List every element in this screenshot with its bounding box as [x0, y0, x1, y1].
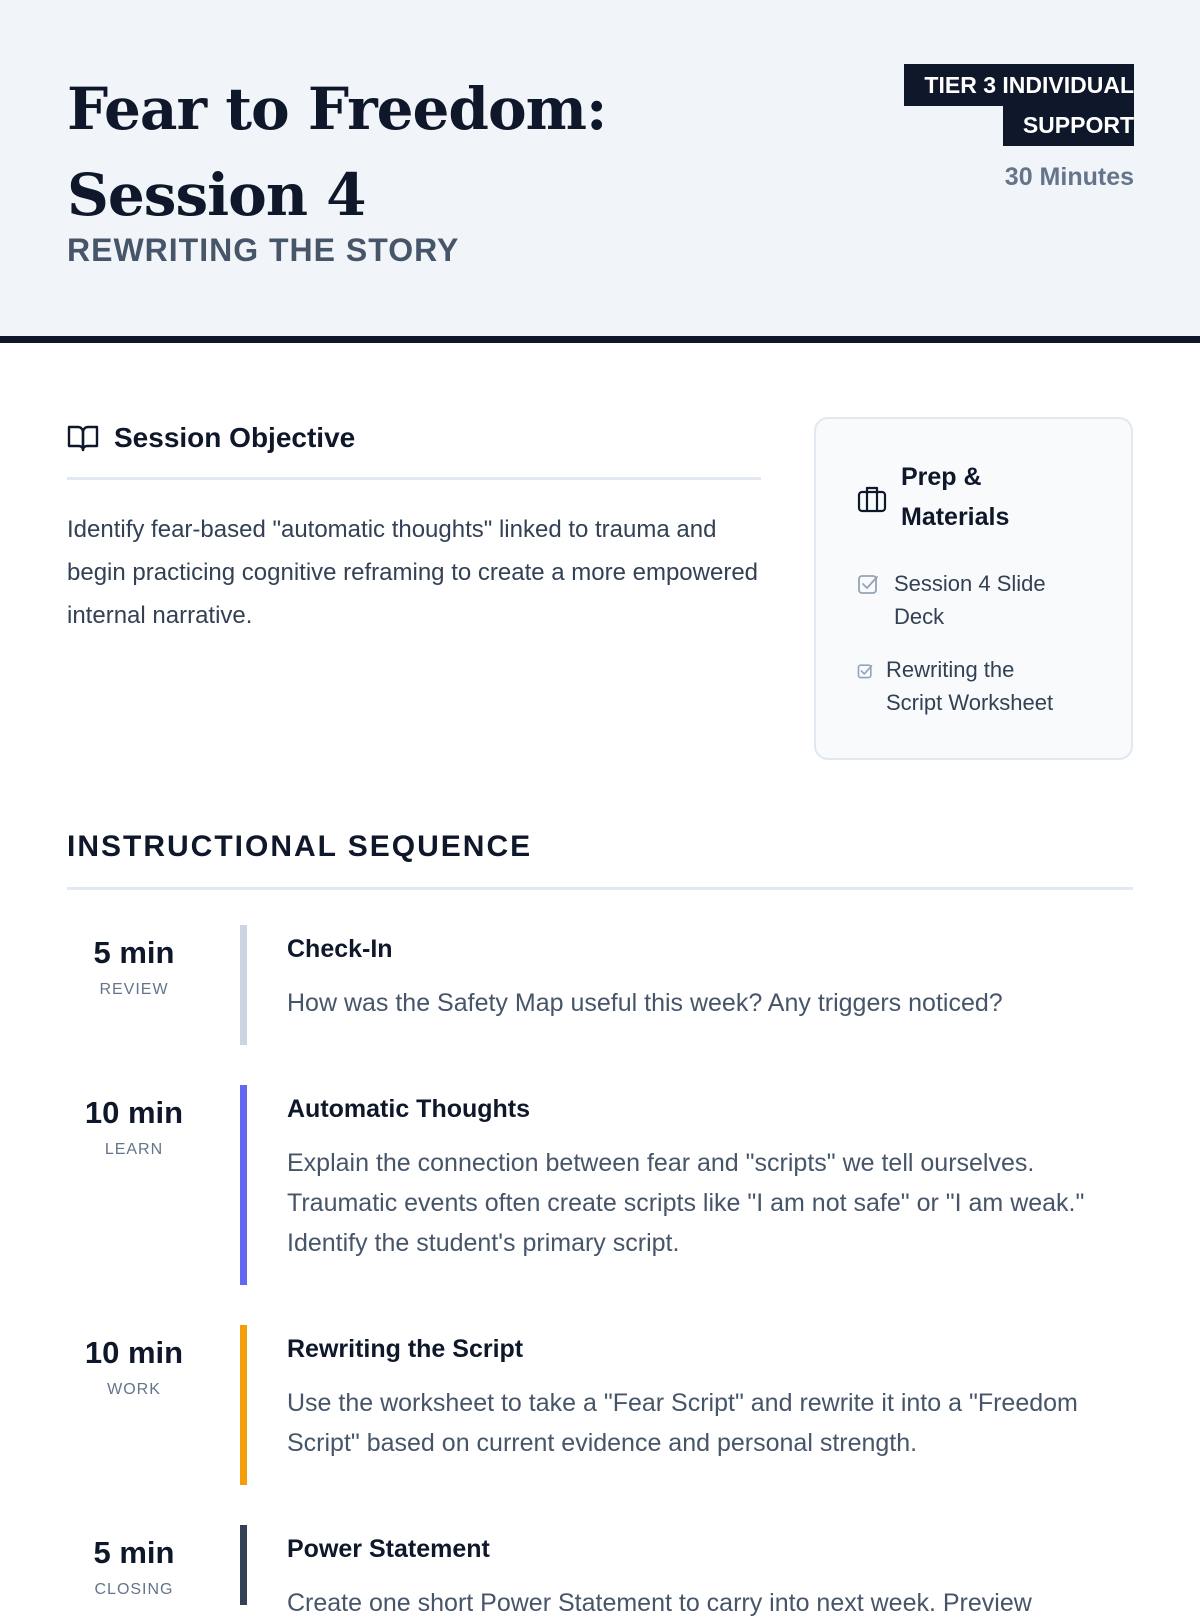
step-accent-bar [240, 1085, 247, 1285]
step-title: Power Statement [287, 1535, 490, 1563]
step-phase: WORK [107, 1381, 161, 1398]
step-description: Explain the connection between fear and "scripts" we tell ourselves. Traumatic events often create scripts like "I am not safe" or "I am weak." Identify the student's primary script. [287, 1149, 1085, 1257]
step-time: 5 min [93, 1535, 175, 1570]
prep-item-label: Rewriting the Script Worksheet [886, 657, 1054, 715]
sequence-step [67, 1535, 1133, 1617]
tier-badge [901, 65, 1134, 145]
sequence-step [67, 1335, 1133, 1495]
step-phase: REVIEW [99, 981, 169, 998]
sequence-step [67, 1095, 1133, 1295]
sequence-heading: INSTRUCTIONAL SEQUENCE [67, 830, 533, 863]
step-title: Check-In [287, 935, 393, 963]
session-duration: 30 Minutes [1004, 163, 1134, 191]
step-title: Automatic Thoughts [287, 1095, 531, 1123]
page-subtitle: REWRITING THE STORY [67, 232, 460, 268]
step-description: Create one short Power Statement to carry into next week. Preview [287, 1589, 1032, 1617]
checkbox-icon [857, 573, 879, 595]
step-title: Rewriting the Script [287, 1335, 524, 1363]
sequence-step [67, 935, 1133, 1055]
book-open-icon [67, 424, 99, 452]
objective-heading [67, 420, 761, 480]
step-time: 10 min [84, 1095, 184, 1130]
objective-title: Session Objective [114, 422, 356, 453]
step-time: 5 min [93, 935, 175, 970]
briefcase-icon [857, 485, 887, 513]
prep-item [857, 567, 1097, 637]
step-phase: CLOSING [94, 1581, 174, 1598]
step-accent-bar [240, 1525, 247, 1605]
step-phase: LEARN [104, 1141, 164, 1158]
prep-item-label: Session 4 Slide Deck [894, 571, 1046, 629]
tier-badge-label: TIER 3 INDIVIDUAL SUPPORT [904, 64, 1134, 146]
divider [67, 887, 1133, 890]
step-description: How was the Safety Map useful this week? Any triggers noticed? [287, 989, 1003, 1017]
prep-item [857, 653, 1097, 723]
step-description: Use the worksheet to take a "Fear Script" and rewrite it into a "Freedom Script" based on current evidence and personal strength. [287, 1389, 1078, 1457]
objective-text: Identify fear-based "automatic thoughts" linked to trauma and begin practicing cognitive reframing to create a more empowered internal narrative. [67, 516, 759, 629]
prep-title: Prep & Materials [901, 463, 1010, 531]
page-title: Fear to Freedom: Session 4 [67, 75, 607, 229]
session-header [0, 0, 1200, 343]
step-time: 10 min [84, 1335, 184, 1370]
prep-materials-card [814, 417, 1133, 760]
step-accent-bar [240, 1325, 247, 1485]
step-accent-bar [240, 925, 247, 1045]
checkbox-icon [857, 663, 873, 679]
